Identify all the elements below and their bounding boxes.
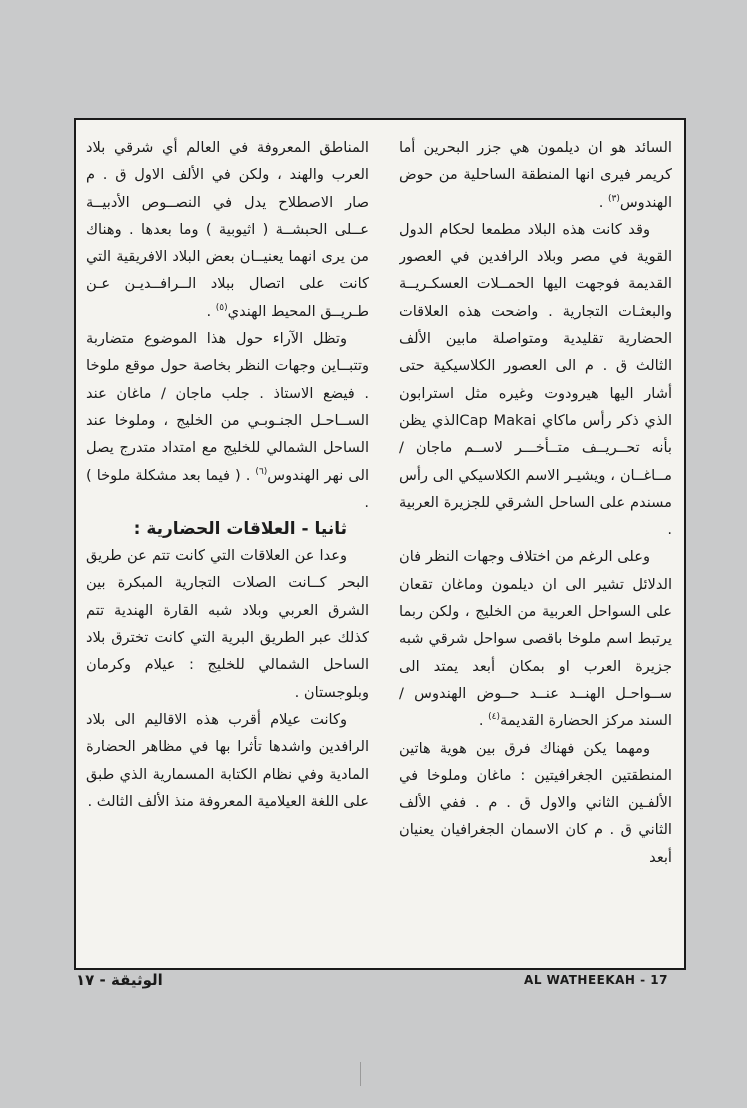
section-heading: ثانيا - العلاقات الحضارية : <box>133 519 347 540</box>
paragraph: وعلى الرغم من اختلاف وجهات النظر فان الدلائل تشير الى ان ديلمون وماغان تقعان على السواحل العربية من الخليج ، ولكن ربما يرتبط اسم ملوخا باقصى سواحل شرقي شبه جزيرة العرب او بمكان أبعد يمتد الى ســواحـل الهنــد عنــد حــوض الهندوس / السند مركز الحضارة القديمة$^{(٤)}$ . <box>399 548 672 730</box>
footnote-ref: (٣) <box>607 193 620 204</box>
paragraph: وعدا عن العلاقات التي كانت تتم عن طريق البحر كــانت الصلات التجارية المبكرة بين الشرق العربي وبلاد شبه القارة الهندية تتم كذلك عبر الطريق البرية التي كانت تخترق بلاد الساحل الشمالي للخليج : عيلام وكرمان وبلوجستان . <box>86 547 369 701</box>
page-fold-mark <box>360 1062 361 1086</box>
footnote-ref: (٥) <box>215 302 228 313</box>
paragraph: وقد كانت هذه البلاد مطمعا لحكام الدول القوية في مصر وبلاد الرافدين في العصور القديمة فوجهت اليها الحمــلات العسكـريــة والبعثـات التجارية . واضحت هذه العلاقات الحضارية تقليدية ومتواصلة مابين الألف الثالث ق . م الى العصور الكلاسيكية حتى أشار اليها هيرودوت وغيره مثل استرابون الذي ذكر رأس ماكاي Cap Makaiالذي يظن بأنه تحــريــف متــأخـــر لاســم ماجان / مــاغــان ، ويشيـر الاسم الكلاسيكي الى رأس مسندم على الساحل الشرقي للجزيرة العربية . <box>399 220 672 539</box>
footer-latin-title: AL WATHEEKAH - 17 <box>524 973 668 987</box>
left-column <box>86 134 369 954</box>
paragraph: ومهما يكن فهناك فرق بين هوية هاتين المنطقتين الجغرافيتين : ماغان وملوخا في الألفـين الثاني والاول ق . م . ففي الألف الثاني ق . م كان الاسمان الجغرافيان يعنيان أبعد <box>399 739 672 866</box>
footnote-ref: (٤) <box>488 712 501 723</box>
page-frame <box>74 118 686 970</box>
page-footer <box>74 970 686 992</box>
paragraph: السائد هو ان ديلمون هي جزر البحرين أما كريمر فيرى انها المنطقة الساحلية من حوض الهندوس$^{(٣)}$ . <box>399 139 672 211</box>
paragraph: المناطق المعروفة في العالم أي شرقي بلاد العرب والهند ، ولكن في الألف الاول ق . م صار الاصطلاح يدل في النصــوص الأدبيــة عــلى الحبشــة ( اثيوبية ) وما بعدها . وهناك من يرى انهما يعنيــان بعض البلاد الافريقية التي كانت على اتصال ببلاد الــرافــديـن عـن طـريــق المحيط الهندي$^{(٥)}$ . <box>86 139 369 320</box>
paragraph: وكانت عيلام أقرب هذه الاقاليم الى بلاد الرافدين واشدها تأثرا بها في مظاهر الحضارة المادية وفي نظام الكتابة المسمارية الذي طبق على اللغة العيلامية المعروفة منذ الألف الثالث . <box>86 710 369 810</box>
latin-term: Cap Makai <box>459 411 537 429</box>
footnote-ref: (٦) <box>255 466 268 477</box>
footer-arabic-title: الوثيقة - ١٧ <box>76 971 163 989</box>
paragraph: وتظل الآراء حول هذا الموضوع متضاربة وتتبــاين وجهات النظر بخاصة حول موقع ملوخا . فيضع الاستاذ . جلب ماجان / ماغان عند الســاحـل الجنـوبـي من الخليج ، وملوخا عند الساحل الشمالي للخليج مع امتداد متدرج يصل الى نهر الهندوس$^{(٦)}$ . ( فيما بعد مشكلة ملوخا ) . <box>86 330 369 511</box>
right-column <box>399 134 672 954</box>
